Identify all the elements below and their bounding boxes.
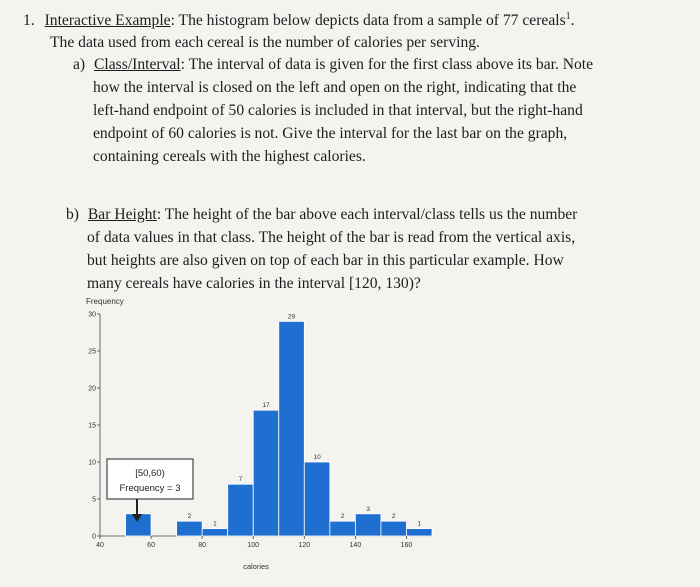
annotation-frequency: Frequency = 3	[119, 483, 181, 494]
part-b-line-2: of data values in that class. The height of the bar is read from the vertical axis,	[87, 229, 576, 246]
bar-value-label: 1	[417, 520, 422, 528]
y-axis-title: Frequency	[86, 297, 124, 306]
bar-value-label: 1	[213, 520, 217, 528]
y-tick-label: 10	[88, 459, 96, 467]
bar-value-label: 2	[340, 513, 345, 521]
question-title: Interactive Example	[44, 12, 171, 29]
histogram-bar	[202, 529, 228, 536]
part-a-line-3: left-hand endpoint of 50 calories is included in that interval, but the right-hand	[93, 102, 583, 119]
histogram-bar	[304, 462, 330, 536]
bar-value-label: 29	[287, 313, 296, 321]
histogram-bar	[228, 484, 254, 536]
part-b-heading: Bar Height	[87, 206, 157, 223]
question-number: 1.	[23, 12, 35, 29]
y-tick-label: 20	[88, 385, 96, 393]
part-a-line-5: containing cereals with the highest calories.	[93, 148, 366, 165]
part-b-line-1	[66, 205, 577, 225]
x-tick-label: 40	[96, 542, 104, 549]
y-tick-label: 25	[88, 348, 96, 356]
part-a-label: a)	[73, 56, 86, 73]
bar-value-label: 2	[187, 513, 192, 521]
histogram-bar	[279, 321, 305, 536]
x-tick-label: 60	[147, 542, 155, 549]
bar-value-label: 2	[391, 513, 396, 521]
part-a-heading: Class/Interval	[94, 56, 181, 73]
x-tick-label: 100	[247, 542, 260, 549]
part-b-line-4: many cereals have calories in the interval [120, 130)?	[87, 275, 421, 292]
part-a-line-4: endpoint of 60 calories is not. Give the interval for the last bar on the graph,	[93, 125, 568, 142]
x-tick-label: 80	[198, 542, 207, 549]
histogram-bar	[330, 521, 356, 536]
part-a-line-2: how the interval is closed on the left and open on the right, indicating that the	[93, 79, 577, 96]
y-tick-label: 15	[88, 422, 96, 430]
question-line-1	[23, 11, 575, 31]
bar-value-label: 10	[313, 454, 321, 461]
question-line-2: The data used from each cereal is the number of calories per serving.	[50, 34, 480, 51]
footnote-marker: 1	[565, 10, 571, 22]
histogram-bar	[253, 410, 279, 536]
part-a-line-1	[73, 55, 593, 75]
y-tick-label: 30	[88, 311, 96, 319]
question-intro-end: .	[570, 12, 575, 29]
calories-histogram	[72, 296, 444, 584]
x-tick-label: 160	[400, 542, 413, 549]
part-b-label: b)	[66, 206, 79, 223]
histogram-bar	[355, 514, 381, 536]
bar-value-label: 17	[262, 402, 270, 410]
part-b-text: : The height of the bar above each interval/class tells us the number	[156, 206, 578, 223]
y-tick-label: 5	[92, 496, 96, 504]
histogram-bar	[381, 521, 407, 536]
x-axis-title: calories	[243, 562, 269, 571]
bar-value-label: 7	[238, 476, 243, 484]
histogram-bar	[177, 521, 203, 536]
y-tick-label: 0	[92, 533, 96, 541]
part-a-text: : The interval of data is given for the first class above its bar. Note	[180, 56, 594, 73]
histogram-bar	[406, 529, 432, 536]
annotation-interval: [50,60)	[135, 468, 165, 479]
x-tick-label: 140	[349, 542, 362, 549]
question-intro-text: : The histogram below depicts data from a sample of 77 cereals	[170, 12, 566, 29]
part-b-line-3: but heights are also given on top of each bar in this particular example. How	[87, 252, 564, 269]
x-tick-label: 120	[298, 542, 311, 549]
bar-value-label: 3	[366, 505, 370, 513]
